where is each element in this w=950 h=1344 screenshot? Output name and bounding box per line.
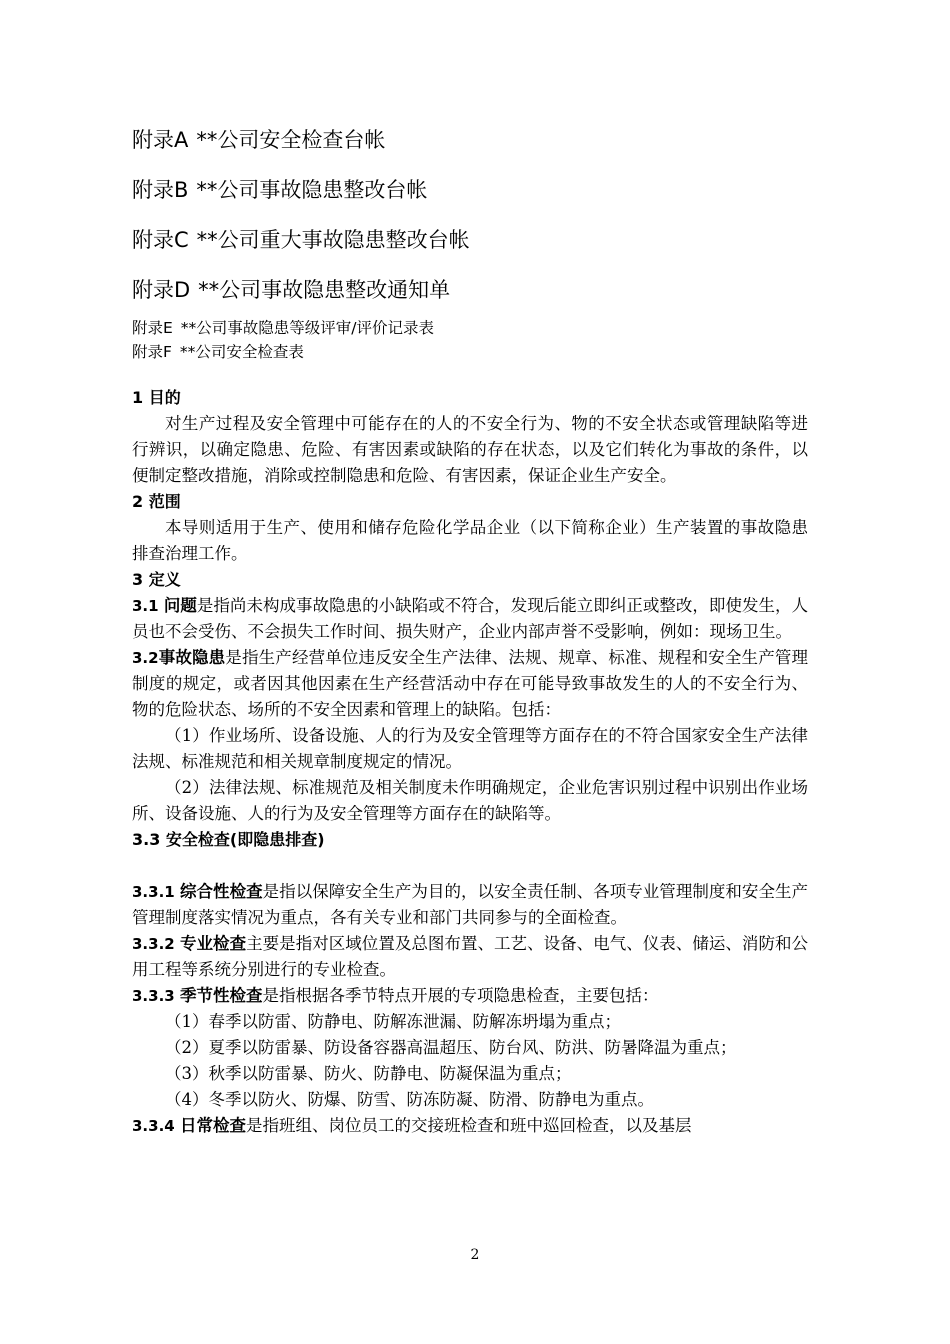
definition-text: 是指以保障安全生产为目的，以安全责任制、各项专业管理制度和安全生产管理制度落实情况为重点，各有关专业和部门共同参与的全面检查。 [132, 882, 809, 927]
definition-3-2 [132, 645, 808, 723]
appendix-f [132, 340, 304, 362]
definition-3-3-4 [132, 1113, 808, 1139]
list-item: （1）作业场所、设备设施、人的行为及安全管理等方面存在的不符合国家安全生产法律法规、标准规范和相关规章制度规定的情况。 [132, 726, 808, 771]
clause-number: 3.1 [132, 597, 159, 615]
appendix-title: **公司事故隐患整改台帐 [196, 178, 428, 202]
appendix-title: **公司事故隐患整改通知单 [198, 278, 451, 302]
list-item: （2）夏季以防雷暴、防设备容器高温超压、防台风、防洪、防暑降温为重点； [165, 1038, 737, 1057]
appendix-d [132, 274, 450, 304]
appendix-label: 附录B [132, 178, 189, 202]
appendix-a [132, 124, 385, 154]
purpose-paragraph: 对生产过程及安全管理中可能存在的人的不安全行为、物的不安全状态或管理缺陷等进行辨识，以确定隐患、危险、有害因素或缺陷的存在状态，以及它们转化为事故的条件，以便制定整改措施，消除或控制隐患和危险、有害因素，保证企业生产安全。 [132, 414, 808, 485]
appendix-label: 附录D [132, 278, 191, 302]
appendix-c [132, 224, 470, 254]
appendix-label: 附录F [132, 343, 172, 361]
defined-term: 季节性检查 [179, 986, 263, 1005]
clause-number: 3.3.3 [132, 987, 175, 1005]
appendix-title: **公司重大事故隐患整改台帐 [196, 228, 470, 252]
appendix-e [132, 316, 434, 338]
defined-term: 专业检查 [180, 934, 247, 953]
page-number: 2 [470, 1247, 480, 1263]
list-item: （2）法律法规、标准规范及相关制度未作明确规定，企业危害识别过程中识别出作业场所、设备设施、人的行为及安全管理等方面存在的缺陷等。 [132, 778, 808, 823]
definition-text: 主要是指对区域位置及总图布置、工艺、设备、电气、仪表、储运、消防和公用工程等系统分别进行的专业检查。 [132, 934, 809, 979]
definition-3-3-3 [132, 983, 808, 1009]
appendix-label: 附录A [132, 128, 189, 152]
defined-term: 综合性检查 [180, 882, 263, 901]
clause-number: 3.2 [132, 649, 159, 667]
blank-line [132, 853, 808, 879]
appendix-b [132, 174, 427, 204]
clause-number: 3.3.1 [132, 883, 175, 901]
clause-number: 3.3.4 [132, 1117, 175, 1135]
defined-term: 问题 [163, 596, 197, 615]
scope-paragraph: 本导则适用于生产、使用和储存危险化学品企业（以下简称企业）生产装置的事故隐患排查治理工作。 [132, 518, 808, 563]
appendix-title: **公司安全检查台帐 [196, 128, 386, 152]
subsection-heading-safety-inspection: 3.3 安全检查(即隐患排查) [132, 830, 325, 849]
appendix-title: **公司安全检查表 [179, 343, 304, 361]
definition-3-3-2 [132, 931, 808, 983]
section-heading-purpose: 1 目的 [132, 388, 181, 407]
definition-3-3-1 [132, 879, 808, 931]
definition-text: 是指尚未构成事故隐患的小缺陷或不符合，发现后能立即纠正或整改，即使发生，人员也不会受伤、不会损失工作时间、损失财产，企业内部声誉不受影响，例如：现场卫生。 [132, 596, 809, 641]
list-item: （4）冬季以防火、防爆、防雪、防冻防凝、防滑、防静电为重点。 [165, 1090, 654, 1109]
definition-text: 是指根据各季节特点开展的专项隐患检查，主要包括： [262, 986, 659, 1005]
defined-term: 日常检查 [179, 1116, 246, 1135]
appendix-label: 附录C [132, 228, 189, 252]
section-heading-definitions: 3 定义 [132, 570, 181, 589]
definition-text: 是指生产经营单位违反安全生产法律、法规、规章、标准、规程和安全生产管理制度的规定，或者因其他因素在生产经营活动中存在可能导致事故发生的人的不安全行为、物的危险状态、场所的不安全因素和管理上的缺陷。包括： [132, 648, 809, 719]
defined-term: 事故隐患 [158, 648, 226, 667]
list-item: （1）春季以防雷、防静电、防解冻泄漏、防解冻坍塌为重点； [165, 1012, 621, 1031]
definition-text: 是指班组、岗位员工的交接班检查和班中巡回检查，以及基层 [245, 1116, 692, 1135]
clause-number: 3.3.2 [132, 935, 175, 953]
definition-3-1 [132, 593, 808, 645]
document-body [132, 385, 808, 1139]
appendix-label: 附录E [132, 319, 173, 337]
list-item: （3）秋季以防雷暴、防火、防静电、防凝保温为重点； [165, 1064, 572, 1083]
section-heading-scope: 2 范围 [132, 492, 181, 511]
appendix-title: **公司事故隐患等级评审/评价记录表 [180, 319, 435, 337]
